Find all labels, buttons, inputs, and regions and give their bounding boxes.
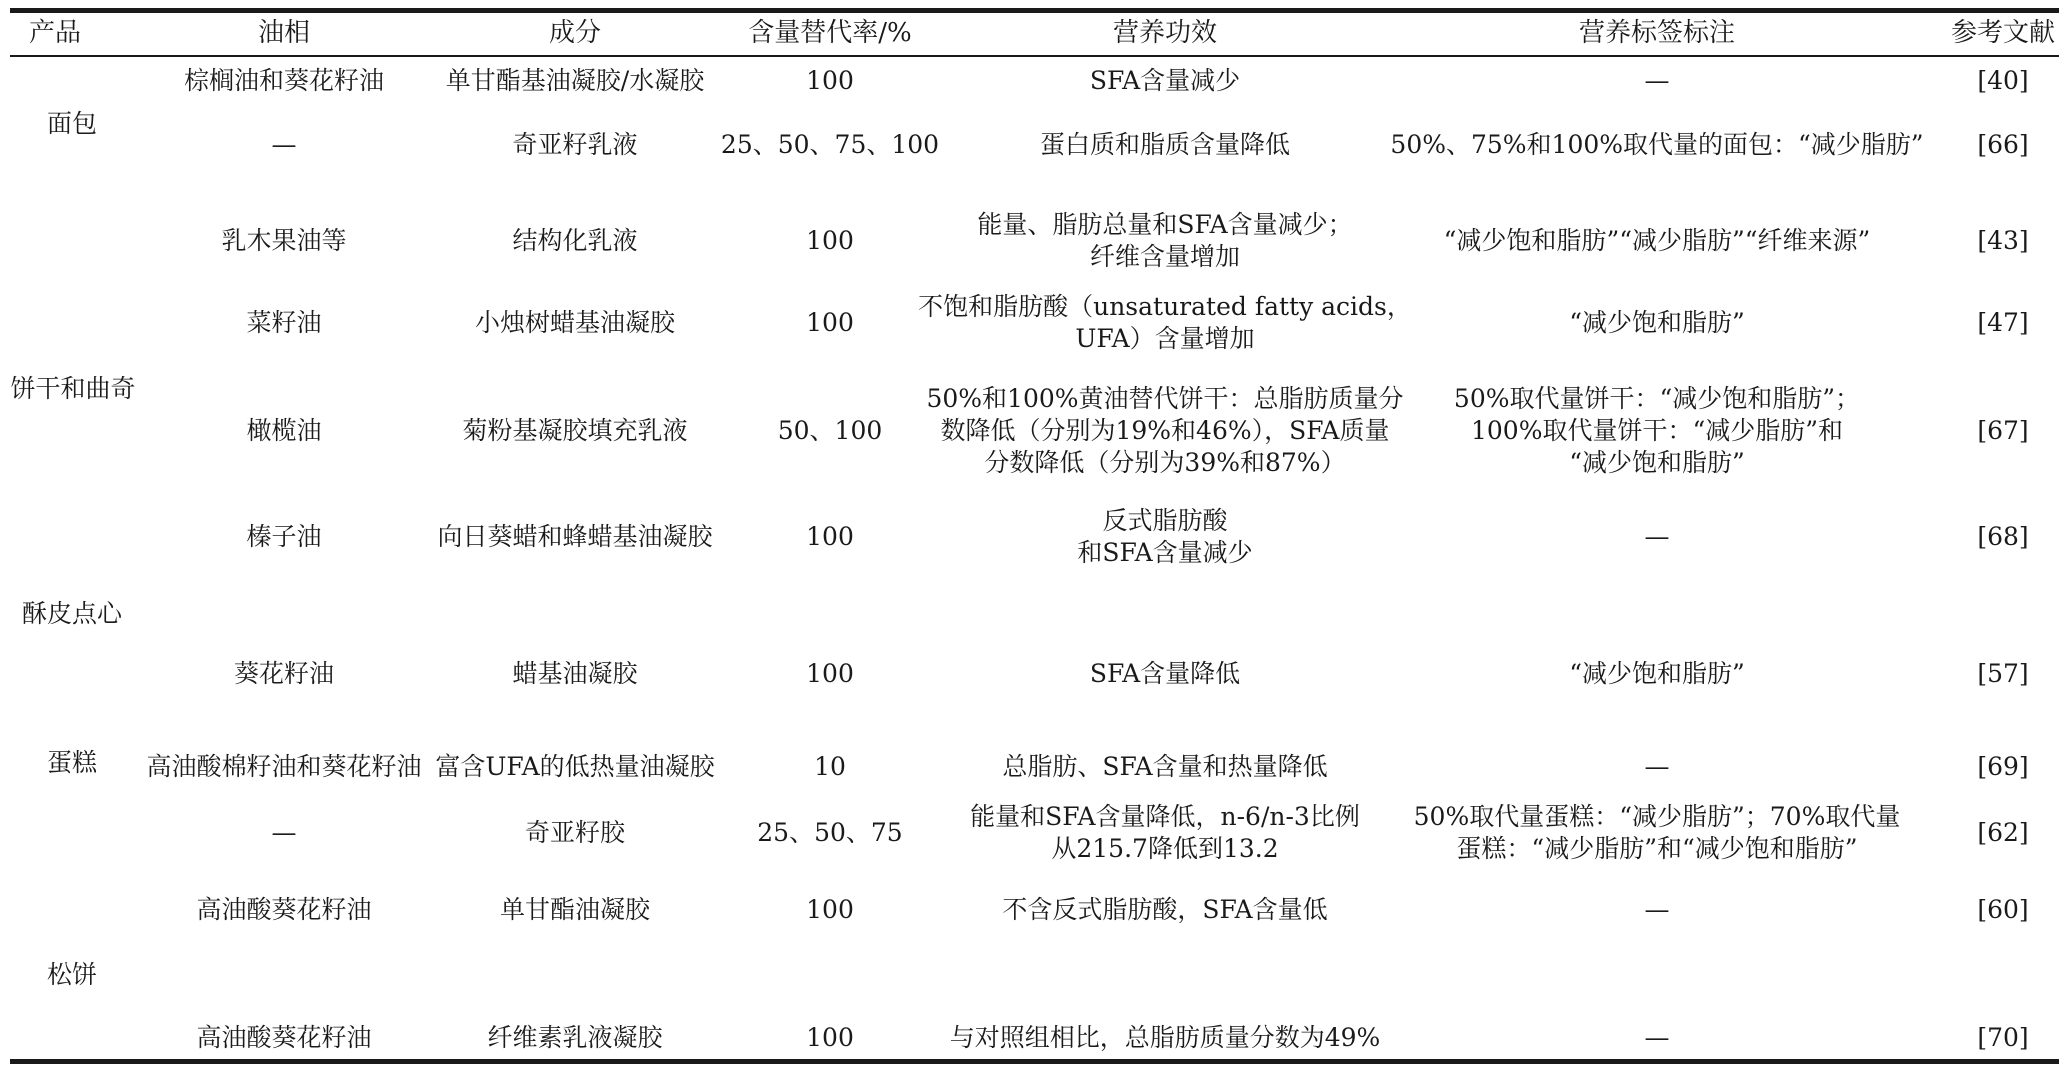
product-cake: 蛋糕 <box>46 748 98 777</box>
row-label: — <box>1644 66 1670 95</box>
row-reference: [47] <box>1977 308 2029 337</box>
row-effect: 不含反式脂肪酸，SFA含量低 <box>1002 895 1328 924</box>
row-ingredient: 蜡基油凝胶 <box>512 659 638 688</box>
row-ingredient: 纤维素乳液凝胶 <box>487 1023 663 1052</box>
effect-line: 反式脂肪酸 <box>1102 506 1228 535</box>
row-rate: 100 <box>806 1023 854 1052</box>
row-reference: [68] <box>1977 522 2029 551</box>
row-rate: 100 <box>806 308 854 337</box>
row-rate: 100 <box>806 659 854 688</box>
effect-line: 从215.7降低到13.2 <box>1051 834 1279 863</box>
header-reference: 参考文献 <box>1950 18 2056 48</box>
table-bottom-rule <box>10 1059 2059 1064</box>
header-oil-phase: 油相 <box>257 18 311 48</box>
row-effect <box>918 291 1412 355</box>
product-pastry: 酥皮点心 <box>21 599 123 628</box>
row-effect: SFA含量减少 <box>1089 66 1241 95</box>
row-effect <box>1077 505 1252 569</box>
row-oil-phase: — <box>271 130 297 159</box>
label-line: 50%取代量蛋糕：“减少脂肪”；70%取代量 <box>1413 802 1901 831</box>
row-rate: 100 <box>806 895 854 924</box>
row-reference: [62] <box>1977 818 2029 847</box>
row-rate: 25、50、75、100 <box>720 130 940 159</box>
row-reference: [43] <box>1977 226 2029 255</box>
row-effect: 与对照组相比，总脂肪质量分数为49% <box>949 1023 1381 1052</box>
header-nutrition-effect: 营养功效 <box>1112 18 1218 48</box>
row-ingredient: 富含UFA的低热量油凝胶 <box>435 752 715 781</box>
row-effect <box>926 383 1403 479</box>
row-rate: 25、50、75 <box>757 818 903 847</box>
row-ingredient: 单甘酯油凝胶 <box>499 895 651 924</box>
row-reference: [67] <box>1977 416 2029 445</box>
effect-line: 分数降低（分别为39%和87%） <box>984 448 1346 477</box>
row-oil-phase: 榛子油 <box>246 522 322 551</box>
effect-line: 能量、脂肪总量和SFA含量减少； <box>977 210 1353 239</box>
row-ingredient: 菊粉基凝胶填充乳液 <box>462 416 688 445</box>
header-rule <box>10 55 2059 57</box>
row-label: “减少饱和脂肪” <box>1569 659 1745 688</box>
row-rate: 100 <box>806 66 854 95</box>
row-label: — <box>1644 895 1670 924</box>
row-oil-phase: 乳木果油等 <box>221 226 347 255</box>
row-label: 50%、75%和100%取代量的面包：“减少脂肪” <box>1390 130 1924 159</box>
row-effect: 蛋白质和脂质含量降低 <box>1039 130 1291 159</box>
product-biscuits: 饼干和曲奇 <box>10 374 136 403</box>
product-bread: 面包 <box>46 109 98 138</box>
row-ingredient: 奇亚籽乳液 <box>512 130 638 159</box>
effect-line: UFA）含量增加 <box>1075 324 1255 353</box>
row-effect <box>970 801 1360 865</box>
row-ingredient: 向日葵蜡和蜂蜡基油凝胶 <box>437 522 713 551</box>
row-label: “减少饱和脂肪”“减少脂肪”“纤维来源” <box>1443 226 1871 255</box>
effect-line: 能量和SFA含量降低，n-6/n-3比例 <box>970 802 1360 831</box>
row-oil-phase: 棕榈油和葵花籽油 <box>183 66 385 95</box>
row-rate: 10 <box>814 752 846 781</box>
effect-line: 数降低（分别为19%和46%），SFA质量 <box>940 416 1390 445</box>
row-oil-phase: 橄榄油 <box>246 416 322 445</box>
row-label: “减少饱和脂肪” <box>1569 308 1745 337</box>
header-product: 产品 <box>28 18 82 48</box>
header-nutrition-label: 营养标签标注 <box>1578 18 1736 48</box>
row-oil-phase: 菜籽油 <box>246 308 322 337</box>
row-label: — <box>1644 522 1670 551</box>
label-line: 100%取代量饼干：“减少脂肪”和 <box>1470 416 1844 445</box>
label-line: “减少饱和脂肪” <box>1569 448 1745 477</box>
row-effect: SFA含量降低 <box>1089 659 1241 688</box>
row-reference: [60] <box>1977 895 2029 924</box>
row-ingredient: 奇亚籽胶 <box>524 818 626 847</box>
row-reference: [40] <box>1977 66 2029 95</box>
table-top-rule <box>10 8 2059 13</box>
row-reference: [66] <box>1977 130 2029 159</box>
label-line: 50%取代量饼干：“减少饱和脂肪”； <box>1453 384 1861 413</box>
row-ingredient: 小烛树蜡基油凝胶 <box>474 308 676 337</box>
row-rate: 100 <box>806 522 854 551</box>
row-oil-phase: 高油酸葵花籽油 <box>196 895 372 924</box>
row-oil-phase: 葵花籽油 <box>233 659 335 688</box>
row-label: — <box>1644 1023 1670 1052</box>
row-rate: 100 <box>806 226 854 255</box>
row-reference: [70] <box>1977 1023 2029 1052</box>
effect-line: 不饱和脂肪酸（unsaturated fatty acids， <box>918 292 1412 321</box>
row-label: — <box>1644 752 1670 781</box>
row-oil-phase: — <box>271 818 297 847</box>
effect-line: 50%和100%黄油替代饼干：总脂肪质量分 <box>926 384 1404 413</box>
row-rate: 50、100 <box>777 416 883 445</box>
label-line: 蛋糕：“减少脂肪”和“减少饱和脂肪” <box>1456 834 1858 863</box>
product-muffin: 松饼 <box>46 960 98 989</box>
effect-line: 纤维含量增加 <box>1089 242 1241 271</box>
row-oil-phase: 高油酸葵花籽油 <box>196 1023 372 1052</box>
row-label <box>1414 801 1901 865</box>
header-replacement-rate: 含量替代率/% <box>748 18 912 48</box>
row-ingredient: 结构化乳液 <box>512 226 638 255</box>
row-reference: [57] <box>1977 659 2029 688</box>
row-oil-phase: 高油酸棉籽油和葵花籽油 <box>146 752 422 781</box>
header-ingredient: 成分 <box>548 18 602 48</box>
row-ingredient: 单甘酯基油凝胶/水凝胶 <box>445 66 705 95</box>
row-reference: [69] <box>1977 752 2029 781</box>
effect-line: 和SFA含量减少 <box>1077 538 1253 567</box>
row-label <box>1454 383 1860 479</box>
row-effect: 总脂肪、SFA含量和热量降低 <box>1002 752 1328 781</box>
row-effect <box>977 209 1352 273</box>
